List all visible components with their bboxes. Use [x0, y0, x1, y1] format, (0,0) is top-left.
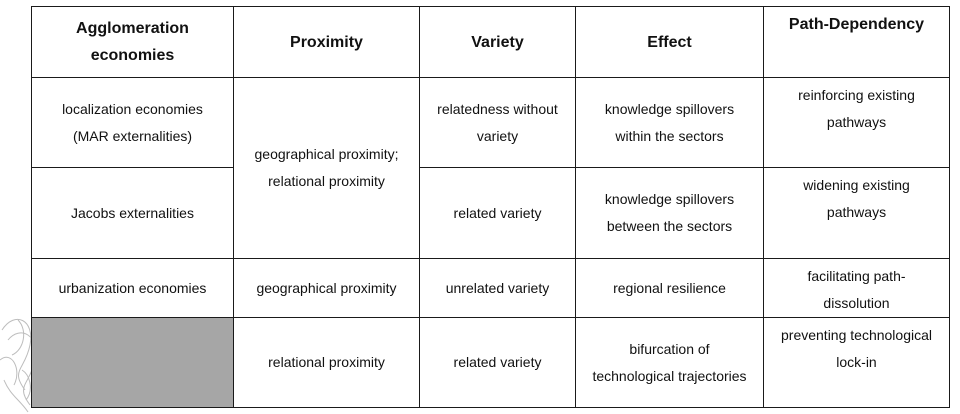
header-row: [32, 7, 950, 78]
header-path-dependency: Path-Dependency: [764, 7, 950, 78]
cell-effect: knowledge spillovers between the sectors: [576, 168, 764, 259]
table-row: [32, 78, 950, 168]
table-row: [32, 168, 950, 259]
cell-agglomeration: localization economies (MAR externalities): [32, 78, 234, 168]
agglomeration-table: [31, 6, 950, 408]
cell-path-dependency: widening existing pathways: [764, 168, 950, 259]
cell-effect: regional resilience: [576, 259, 764, 318]
cell-agglomeration-shaded: [32, 318, 234, 408]
cell-proximity: relational proximity: [234, 318, 420, 408]
cell-variety: relatedness without variety: [420, 78, 576, 168]
cell-variety: related variety: [420, 168, 576, 259]
cell-proximity: geographical proximity: [234, 259, 420, 318]
cell-path-dependency: facilitating path- dissolution: [764, 259, 950, 318]
cell-proximity-merged: geographical proximity; relational proximity: [234, 78, 420, 259]
cell-path-dependency: reinforcing existing pathways: [764, 78, 950, 168]
cell-agglomeration: urbanization economies: [32, 259, 234, 318]
header-agglomeration-economies: Agglomeration economies: [32, 7, 234, 78]
cell-variety: related variety: [420, 318, 576, 408]
cell-effect: bifurcation of technological trajectories: [576, 318, 764, 408]
cell-variety: unrelated variety: [420, 259, 576, 318]
cell-agglomeration: Jacobs externalities: [32, 168, 234, 259]
table-row: [32, 318, 950, 408]
header-effect: Effect: [576, 7, 764, 78]
table-row: [32, 259, 950, 318]
cell-effect: knowledge spillovers within the sectors: [576, 78, 764, 168]
cell-path-dependency: preventing technological lock-in: [764, 318, 950, 408]
header-variety: Variety: [420, 7, 576, 78]
header-proximity: Proximity: [234, 7, 420, 78]
